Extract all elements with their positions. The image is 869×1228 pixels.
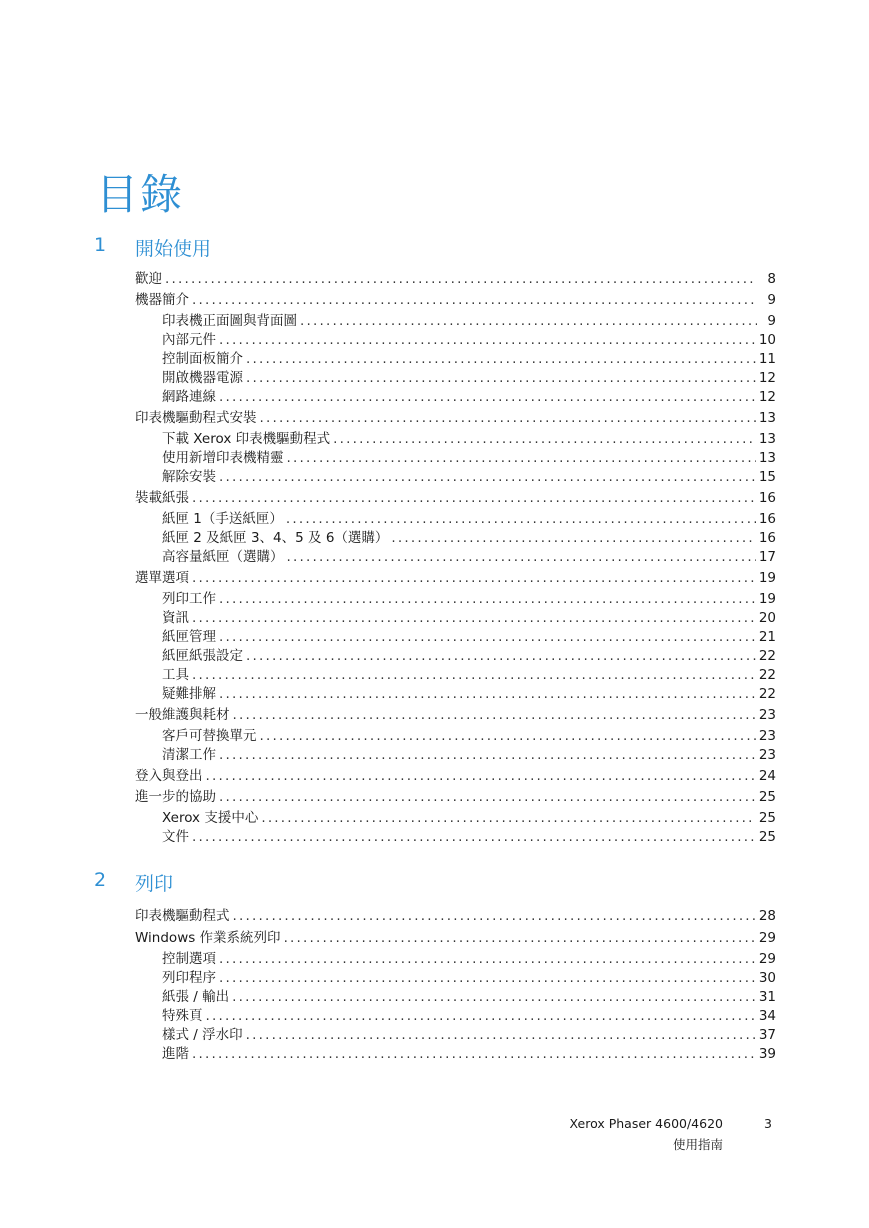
dot-leader xyxy=(219,387,756,407)
toc-entry-label: 機器簡介 xyxy=(135,292,189,308)
toc-entry[interactable] xyxy=(162,448,776,468)
toc-entry[interactable] xyxy=(162,1006,776,1026)
dot-leader xyxy=(219,745,756,765)
dot-leader xyxy=(287,448,756,468)
toc-entry-label: Windows 作業系統列印 xyxy=(135,930,281,946)
toc-entry[interactable] xyxy=(162,827,776,847)
dot-leader xyxy=(219,787,756,807)
toc-entry-page: 11 xyxy=(758,351,776,367)
dot-leader xyxy=(219,968,756,988)
dot-leader xyxy=(192,827,756,847)
toc-entry-page: 39 xyxy=(758,1046,776,1062)
dot-leader xyxy=(192,665,756,685)
toc-entry-label: 列印工作 xyxy=(162,591,216,607)
chapter-number: 1 xyxy=(94,234,107,256)
dot-leader xyxy=(219,589,756,609)
toc-entry-page: 23 xyxy=(758,707,776,723)
dot-leader xyxy=(300,311,757,331)
toc-entry-label: Xerox 支援中心 xyxy=(162,810,259,826)
toc-entry-page: 9 xyxy=(767,313,776,329)
chapter-number: 2 xyxy=(94,869,107,891)
toc-entry[interactable] xyxy=(162,808,776,828)
chapter-heading xyxy=(0,234,869,264)
toc-entry-label: 紙匣紙張設定 xyxy=(162,648,243,664)
toc-entry[interactable] xyxy=(162,665,776,685)
toc-entry-page: 16 xyxy=(758,530,776,546)
toc-entry-page: 23 xyxy=(758,728,776,744)
dot-leader xyxy=(333,429,756,449)
toc-entry-page: 10 xyxy=(758,332,776,348)
toc-entry-page: 19 xyxy=(758,591,776,607)
toc-entry[interactable] xyxy=(135,928,776,948)
dot-leader xyxy=(206,766,756,786)
dot-leader xyxy=(233,906,756,926)
toc-entry-label: 歡迎 xyxy=(135,271,162,287)
toc-entry[interactable] xyxy=(162,684,776,704)
toc-entry-label: 紙張 / 輸出 xyxy=(162,989,230,1005)
toc-entry-page: 25 xyxy=(758,810,776,826)
toc-entry-page: 22 xyxy=(758,648,776,664)
dot-leader xyxy=(219,627,756,647)
toc-entry-page: 22 xyxy=(758,667,776,683)
toc-entry[interactable] xyxy=(162,547,776,567)
toc-entry-label: 樣式 / 浮水印 xyxy=(162,1027,243,1043)
toc-entry-label: 控制選項 xyxy=(162,951,216,967)
toc-entry-label: 印表機驅動程式 xyxy=(135,908,230,924)
dot-leader xyxy=(287,547,756,567)
toc-entry-label: 印表機驅動程式安裝 xyxy=(135,410,257,426)
toc-entry-label: 紙匣管理 xyxy=(162,629,216,645)
toc-entry-label: 一般維護與耗材 xyxy=(135,707,230,723)
footer-product-name: Xerox Phaser 4600/4620 xyxy=(569,1116,723,1131)
dot-leader xyxy=(261,808,755,828)
toc-entry[interactable] xyxy=(162,627,776,647)
toc-entry-label: 特殊頁 xyxy=(162,1008,203,1024)
toc-entry-label: 客戶可替換單元 xyxy=(162,728,257,744)
toc-entry[interactable] xyxy=(162,387,776,407)
toc-entry[interactable] xyxy=(135,488,776,508)
dot-leader xyxy=(246,349,756,369)
toc-entry[interactable] xyxy=(162,528,776,548)
toc-entry-page: 25 xyxy=(758,789,776,805)
toc-entry-label: 網路連線 xyxy=(162,389,216,405)
chapter-title: 列印 xyxy=(135,873,174,895)
toc-entry-label: 使用新增印表機精靈 xyxy=(162,450,284,466)
toc-entry-page: 17 xyxy=(758,549,776,565)
toc-entry-page: 30 xyxy=(758,970,776,986)
toc-entry-page: 37 xyxy=(758,1027,776,1043)
dot-leader xyxy=(219,949,756,969)
dot-leader xyxy=(391,528,755,548)
toc-entry-label: 控制面板簡介 xyxy=(162,351,243,367)
dot-leader xyxy=(246,646,756,666)
toc-entry-label: 清潔工作 xyxy=(162,747,216,763)
toc-entry-page: 20 xyxy=(758,610,776,626)
toc-entry-label: 選單選項 xyxy=(135,570,189,586)
toc-entry[interactable] xyxy=(135,568,776,588)
toc-entry-page: 29 xyxy=(758,951,776,967)
toc-entry-page: 29 xyxy=(758,930,776,946)
toc-entry-page: 28 xyxy=(758,908,776,924)
dot-leader xyxy=(219,330,756,350)
toc-entry-page: 13 xyxy=(758,431,776,447)
toc-entry[interactable] xyxy=(162,349,776,369)
toc-entry-label: 進階 xyxy=(162,1046,189,1062)
toc-entry-label: 工具 xyxy=(162,667,189,683)
toc-entry-label: 開啟機器電源 xyxy=(162,370,243,386)
toc-entry-label: 登入與登出 xyxy=(135,768,203,784)
dot-leader xyxy=(233,705,756,725)
toc-entry-page: 23 xyxy=(758,747,776,763)
toc-entry[interactable] xyxy=(135,906,776,926)
dot-leader xyxy=(192,568,756,588)
toc-entry[interactable] xyxy=(135,269,776,289)
toc-entry-label: 疑難排解 xyxy=(162,686,216,702)
dot-leader xyxy=(192,608,756,628)
dot-leader xyxy=(219,684,756,704)
chapter-heading xyxy=(0,869,869,899)
toc-entry[interactable] xyxy=(162,429,776,449)
dot-leader xyxy=(165,269,757,289)
toc-entry-page: 9 xyxy=(767,292,776,308)
toc-entry-page: 19 xyxy=(758,570,776,586)
toc-entry-label: 文件 xyxy=(162,829,189,845)
toc-entry-label: 列印程序 xyxy=(162,970,216,986)
dot-leader xyxy=(246,1025,756,1045)
toc-entry[interactable] xyxy=(135,787,776,807)
toc-entry[interactable] xyxy=(162,467,776,487)
toc-entry-page: 15 xyxy=(758,469,776,485)
toc-entry-page: 16 xyxy=(758,511,776,527)
dot-leader xyxy=(284,928,756,948)
toc-entry-page: 21 xyxy=(758,629,776,645)
toc-entry-page: 22 xyxy=(758,686,776,702)
toc-entry[interactable] xyxy=(162,968,776,988)
toc-entry[interactable] xyxy=(162,987,776,1007)
toc-entry-page: 24 xyxy=(758,768,776,784)
toc-entry[interactable] xyxy=(162,608,776,628)
toc-entry-label: 紙匣 2 及紙匣 3、4、5 及 6（選購） xyxy=(162,530,389,546)
toc-entry-label: 進一步的協助 xyxy=(135,789,216,805)
toc-entry-label: 資訊 xyxy=(162,610,189,626)
toc-entry[interactable] xyxy=(135,408,776,428)
footer-guide-name: 使用指南 xyxy=(672,1137,723,1152)
toc-entry[interactable] xyxy=(162,311,776,331)
page-title: 目錄 xyxy=(96,170,185,220)
toc-entry[interactable] xyxy=(162,589,776,609)
toc-entry-label: 下載 Xerox 印表機驅動程式 xyxy=(162,431,331,447)
toc-entry[interactable] xyxy=(162,1044,776,1064)
toc-entry-page: 16 xyxy=(758,490,776,506)
toc-entry-label: 紙匣 1（手送紙匣） xyxy=(162,511,283,527)
toc-entry[interactable] xyxy=(135,705,776,725)
toc-entry-page: 25 xyxy=(758,829,776,845)
toc-entry-label: 裝載紙張 xyxy=(135,490,189,506)
dot-leader xyxy=(192,488,756,508)
footer-page-number: 3 xyxy=(764,1116,772,1131)
toc-entry-page: 13 xyxy=(758,410,776,426)
dot-leader xyxy=(286,509,756,529)
toc-entry[interactable] xyxy=(162,726,776,746)
dot-leader xyxy=(206,1006,756,1026)
toc-entry[interactable] xyxy=(162,949,776,969)
dot-leader xyxy=(192,1044,756,1064)
toc-entry[interactable] xyxy=(162,1025,776,1045)
toc-entry-label: 解除安裝 xyxy=(162,469,216,485)
toc-entry-page: 12 xyxy=(758,389,776,405)
dot-leader xyxy=(192,290,757,310)
dot-leader xyxy=(260,726,756,746)
dot-leader xyxy=(219,467,756,487)
dot-leader xyxy=(232,987,756,1007)
toc-entry-label: 印表機正面圖與背面圖 xyxy=(162,313,297,329)
toc-entry-page: 13 xyxy=(758,450,776,466)
dot-leader xyxy=(260,408,756,428)
chapter-title: 開始使用 xyxy=(135,238,212,260)
toc-entry[interactable] xyxy=(135,290,776,310)
toc-entry-page: 34 xyxy=(758,1008,776,1024)
toc-entry-label: 高容量紙匣（選購） xyxy=(162,549,284,565)
toc-entry[interactable] xyxy=(162,646,776,666)
toc-entry[interactable] xyxy=(162,509,776,529)
toc-entry[interactable] xyxy=(162,745,776,765)
toc-entry[interactable] xyxy=(162,330,776,350)
toc-entry[interactable] xyxy=(162,368,776,388)
toc-entry-page: 8 xyxy=(767,271,776,287)
toc-entry[interactable] xyxy=(135,766,776,786)
toc-entry-label: 內部元件 xyxy=(162,332,216,348)
dot-leader xyxy=(246,368,756,388)
toc-entry-page: 12 xyxy=(758,370,776,386)
toc-entry-page: 31 xyxy=(758,989,776,1005)
